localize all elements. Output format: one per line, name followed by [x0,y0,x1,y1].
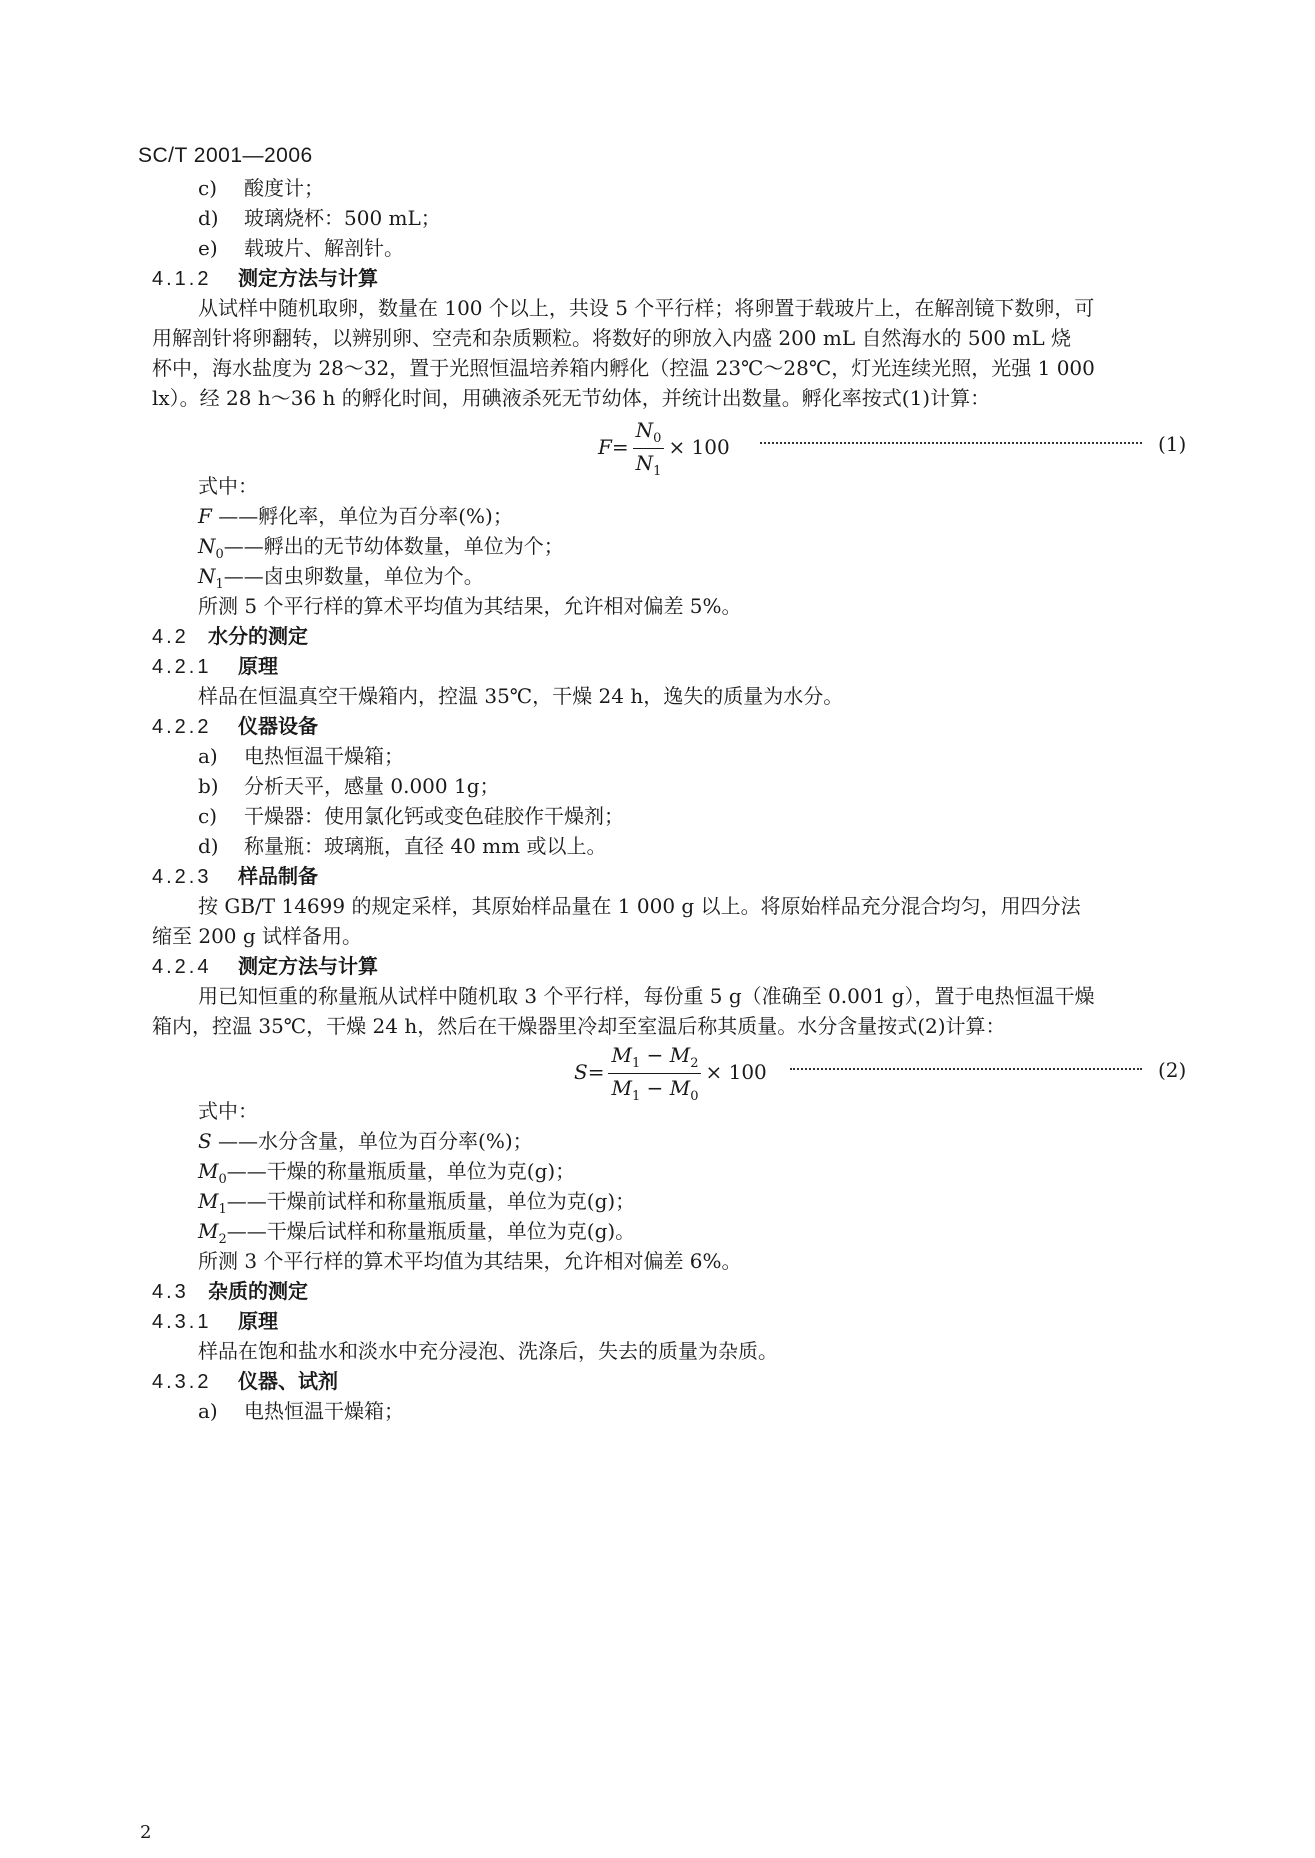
section-heading-4-2-3: 4.2.3 样品制备 [152,864,318,888]
section-heading-4-2-2: 4.2.2 仪器设备 [152,714,318,738]
section-heading-4-2-1: 4.2.1 原理 [152,654,278,678]
section-heading-4-3-1: 4.3.1 原理 [152,1309,278,1333]
section-heading-4-3: 4.3 杂质的测定 [152,1279,308,1303]
section-heading-4-3-2: 4.3.2 仪器、试剂 [152,1369,338,1393]
paragraph-line: 样品在饱和盐水和淡水中充分浸泡、洗涤后，失去的质量为杂质。 [198,1339,778,1363]
definition-item: $M_2——$干燥后试样和称量瓶质量，单位为克(g)。 [198,1219,636,1247]
list-item: d) 称量瓶：玻璃瓶，直径 40 mm 或以上。 [198,834,607,858]
definition-item: F ——孵化率，单位为百分率(%)； [198,504,513,528]
result-note: 所测 3 个平行样的算术平均值为其结果，允许相对偏差 6%。 [198,1249,742,1273]
section-heading-4-1-2: 4.1.2 测定方法与计算 [152,266,378,290]
list-item: e) 载玻片、解剖针。 [198,236,404,260]
formula-1: F= $\frac{N_0}{N_1}$ × 100 [598,418,730,479]
equation-number: (2) [1158,1058,1187,1082]
standard-code-header: SC/T 2001—2006 [138,144,313,167]
list-item: c) 酸度计； [198,176,324,200]
paragraph-line: 从试样中随机取卵，数量在 100 个以上，共设 5 个平行样；将卵置于载玻片上，在解剖镜下数卵，可 [198,296,1095,320]
equation-number: (1) [1158,432,1187,456]
paragraph-line: 杯中，海水盐度为 28～32，置于光照恒温培养箱内孵化（控温 23℃～28℃，灯光连续光照，光强 1 000 [152,356,1095,380]
result-note: 所测 5 个平行样的算术平均值为其结果，允许相对偏差 5%。 [198,594,742,618]
list-item: b) 分析天平，感量 0.000 1g； [198,774,500,798]
dot-leader [760,442,1142,444]
section-heading-4-2-4: 4.2.4 测定方法与计算 [152,954,378,978]
paragraph-line: 缩至 200 g 试样备用。 [152,924,363,948]
paragraph-line: 箱内，控温 35℃，干燥 24 h，然后在干燥器里冷却至室温后称其质量。水分含量按式(2)计算： [152,1014,1006,1038]
section-heading-4-2: 4.2 水分的测定 [152,624,308,648]
definition-item: $N_0——$孵出的无节幼体数量，单位为个； [198,534,564,562]
list-item: c) 干燥器：使用氯化钙或变色硅胶作干燥剂； [198,804,624,828]
fraction: $\frac{M_1 - M_2}{M_1 - M_0}$ [608,1043,701,1104]
page-number: 2 [140,1822,152,1843]
paragraph-line: lx）。经 28 h～36 h 的孵化时间，用碘液杀死无节幼体，并统计出数量。孵化率按式(1)计算： [152,386,991,410]
dot-leader [790,1068,1142,1070]
fraction: $\frac{N_0}{N_1}$ [633,418,665,479]
definition-item: $N_1——$卤虫卵数量，单位为个。 [198,564,484,592]
list-item: d) 玻璃烧杯：500 mL； [198,206,441,230]
definition-item: $M_1——$干燥前试样和称量瓶质量，单位为克(g)； [198,1189,636,1217]
paragraph-line: 用解剖针将卵翻转，以辨别卵、空壳和杂质颗粒。将数好的卵放入内盛 200 mL 自然海水的 500 mL 烧 [152,326,1071,350]
list-item: a) 电热恒温干燥箱； [198,744,404,768]
definition-item: $M_0——$干燥的称量瓶质量，单位为克(g)； [198,1159,576,1187]
paragraph-line: 用已知恒重的称量瓶从试样中随机取 3 个平行样，每份重 5 g（准确至 0.001 g），置于电热恒温干燥 [198,984,1095,1008]
where-label: 式中： [198,474,258,498]
paragraph-line: 按 GB/T 14699 的规定采样，其原始样品量在 1 000 g 以上。将原始样品充分混合均匀，用四分法 [198,894,1081,918]
where-label: 式中： [198,1099,258,1123]
paragraph-line: 样品在恒温真空干燥箱内，控温 35℃，干燥 24 h，逸失的质量为水分。 [198,684,844,708]
formula-2: S= $\frac{M_1 - M_2}{M_1 - M_0}$ × 100 [574,1043,767,1104]
definition-item: S ——水分含量，单位为百分率(%)； [198,1129,533,1153]
list-item: a) 电热恒温干燥箱； [198,1399,404,1423]
